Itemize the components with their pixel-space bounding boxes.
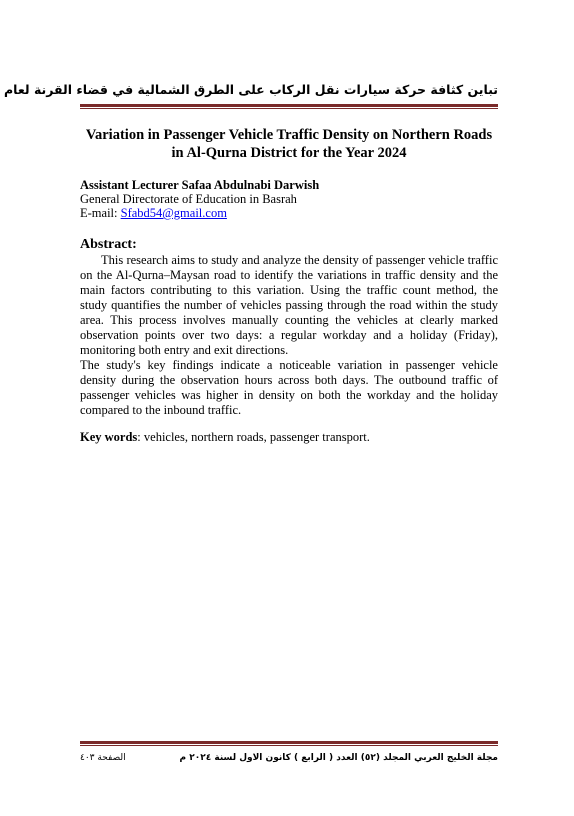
abstract-paragraph-2: The study's key findings indicate a noticeable variation in passenger vehicle density during the observation hours across both days. The outbound traffic of passenger vehicles was higher in density on both the workday and the holiday compared to the inbound traffic. (80, 358, 498, 417)
abstract-paragraph-1: This research aims to study and analyze the density of passenger vehicle traffic on the Al-Qurna–Maysan road to identify the variations in traffic density and the main factors contributing to this variation. Using the traffic count method, the study quantifies the number of vehicles passing through the road within the study area. This process involves manually counting the vehicles at clearly marked observation points over two days: a regular workday and a holiday (Friday), monitoring both entry and exit directions. (80, 253, 498, 357)
header-rule-thick (80, 104, 498, 107)
abstract-body (80, 253, 498, 418)
footer-page-number: الصفحة ٤٠٣ (80, 753, 126, 763)
footer-journal-info: مجلة الخليج العربي المجلد (٥٢) العدد ( الرابع ) كانون الاول لسنة ٢٠٢٤ م (179, 753, 498, 763)
keywords-label: Key words (80, 430, 138, 444)
author-block (80, 178, 498, 220)
header-rule-thin (80, 108, 498, 109)
email-link[interactable]: Sfabd54@gmail.com (120, 206, 227, 220)
author-affiliation: General Directorate of Education in Basrah (80, 192, 297, 206)
running-header-title: تباين كثافة حركة سيارات نقل الركاب على الطرق الشمالية في قضاء القرنة لعام (4, 82, 498, 97)
article-title: Variation in Passenger Vehicle Traffic Density on Northern Roads in Al-Qurna District for the Year 2024 (85, 127, 493, 161)
keywords (80, 430, 498, 445)
abstract-heading: Abstract: (80, 237, 137, 252)
author-name: Assistant Lecturer Safaa Abdulnabi Darwish (80, 178, 320, 192)
footer-rule-thin (80, 745, 498, 746)
keywords-text: : vehicles, northern roads, passenger transport. (137, 430, 370, 444)
footer-rule-thick (80, 741, 498, 744)
author-email-line (80, 206, 498, 220)
email-label: E-mail: (80, 206, 121, 220)
